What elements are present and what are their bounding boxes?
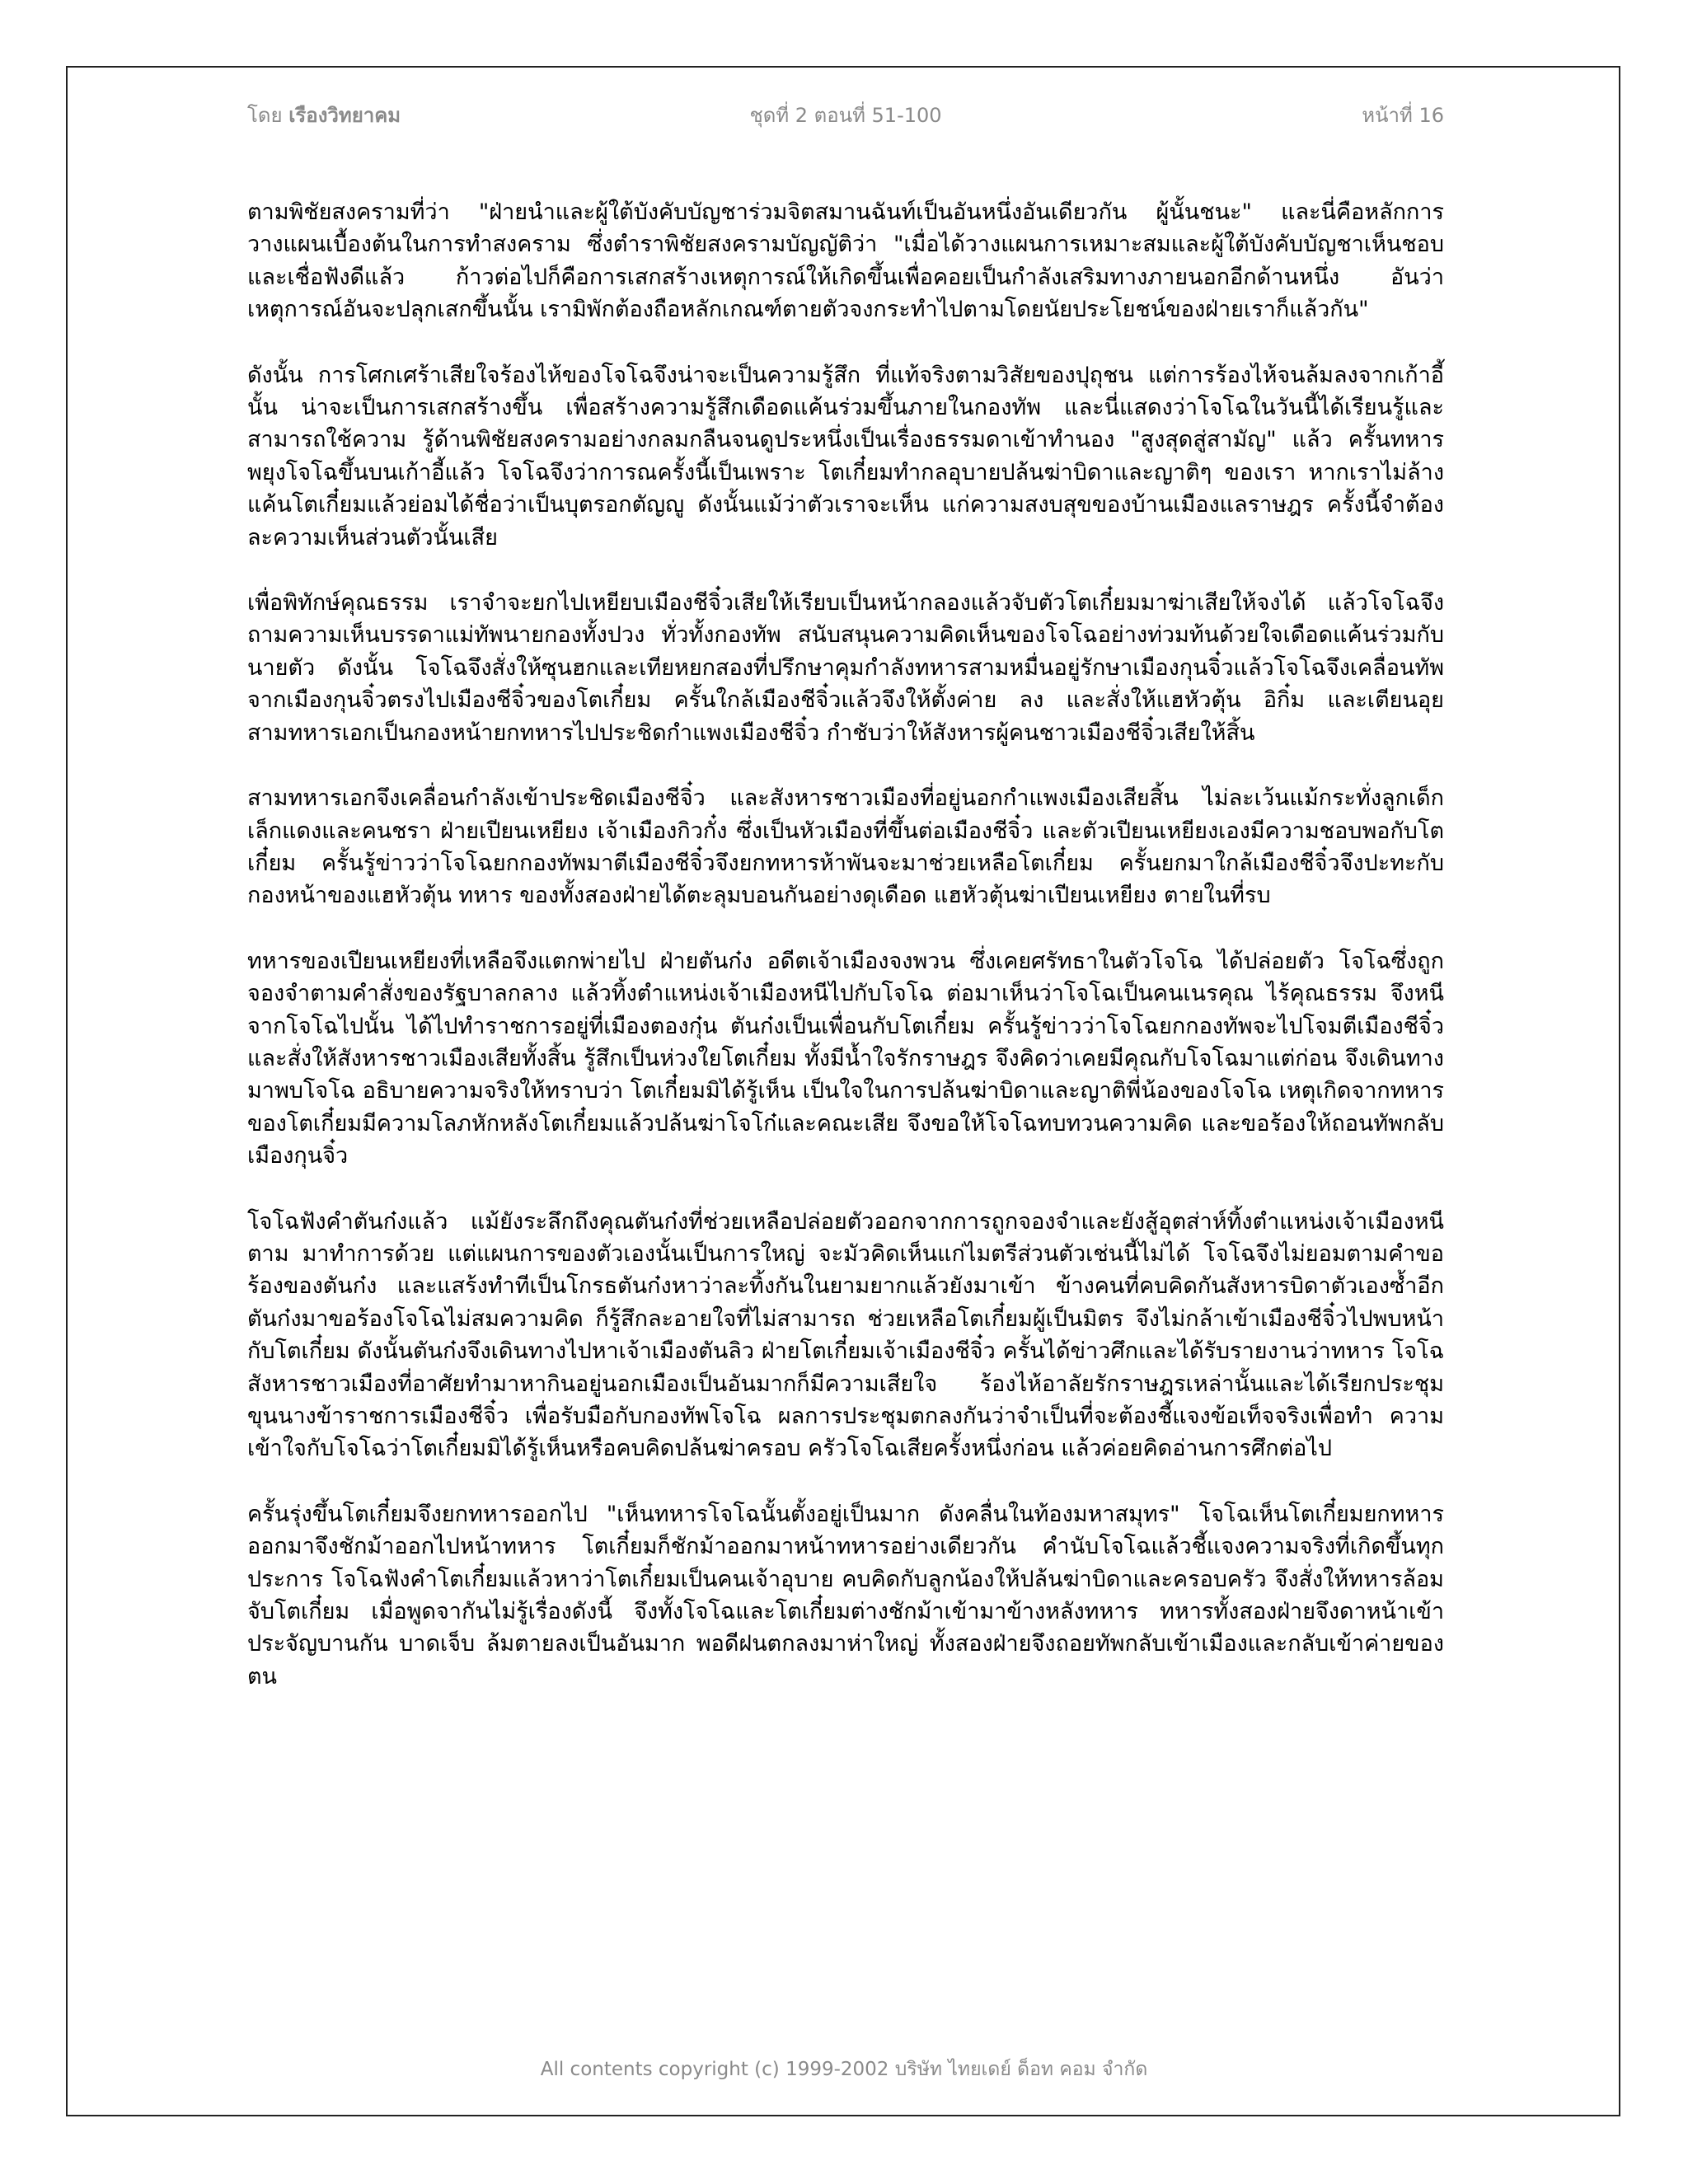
header-series: ชุดที่ 2 ตอนที่ 51-100 — [749, 104, 942, 127]
paragraph: ตามพิชัยสงครามที่ว่า "ฝ่ายนำและผู้ใต้บังคับบัญชาร่วมจิตสมานฉันท์เป็นอันหนึ่งอันเดียวกัน ผู้นั้นชนะ" และนี่คือหลักการวางแผนเบื้องต้นในการทำสงคราม ซึ่งตำราพิชัยสงครามบัญญัติว่า "เมื่อได้วางแผนการเหมาะสมและผู้ใต้บังคับบัญชาเห็นชอบและเชื่อฟังดีแล้ว ก้าวต่อไปก็คือการเสกสร้างเหตุการณ์ให้เกิดขึ้นเพื่อคอยเป็นกำลังเสริมทางภายนอกอีกด้านหนึ่ง อันว่าเหตุการณ์อันจะปลุกเสกขึ้นนั้น เรามิพักต้องถือหลักเกณฑ์ตายตัวจงกระทำไปตามโดยนัยประโยชน์ของฝ่ายเราก็แล้วกัน" — [247, 199, 1444, 323]
paragraph: เพื่อพิทักษ์คุณธรรม เราจำจะยกไปเหยียบเมืองชีจิ๋วเสียให้เรียบเป็นหน้ากลองแล้วจับตัวโตเกี๋ยมมาฆ่าเสียให้จงได้ แล้วโจโฉจึงถามความเห็นบรรดาแม่ทัพนายกองทั้งปวง ทั่วทั้งกองทัพ สนับสนุนความคิดเห็นของโจโฉอย่างท่วมท้นด้วยใจเดือดแค้นร่วมกับนายตัว ดังนั้น โจโฉจึงสั่งให้ซุนฮกและเทียหยกสองที่ปรึกษาคุมกำลังทหารสามหมื่นอยู่รักษาเมืองกุนจิ๋วแล้วโจโฉจึงเคลื่อนทัพจากเมืองกุนจิ๋วตรงไปเมืองชีจิ๋วของโตเกี๋ยม ครั้นใกล้เมืองชีจิ๋วแล้วจึงให้ตั้งค่าย ลง และสั่งให้แฮหัวตุ้น อิกิ๋ม และเตียนอุย สามทหารเอกเป็นกองหน้ายกทหารไปประชิดกำแพงเมืองชีจิ๋ว กำชับว่าให้สังหารผู้คนชาวเมืองชีจิ๋วเสียให้สิ้น — [247, 590, 1445, 746]
footer-copyright: All contents copyright (c) 1999-2002 บริษัท ไทยเดย์ ด็อท คอม จำกัด — [540, 2059, 1148, 2080]
paragraph: สามทหารเอกจึงเคลื่อนกำลังเข้าประชิดเมืองชีจิ๋ว และสังหารชาวเมืองที่อยู่นอกกำแพงเมืองเสียสิ้น ไม่ละเว้นแม้กระทั่งลูกเด็กเล็กแดงและคนชรา ฝ่ายเปียนเหยียง เจ้าเมืองกิวกั๋ง ซึ่งเป็นหัวเมืองที่ขึ้นต่อเมืองชีจิ๋ว และตัวเปียนเหยียงเองมีความชอบพอกับโตเกี๋ยม ครั้นรู้ข่าวว่าโจโฉยกกองทัพมาตีเมืองชีจิ๋วจึงยกทหารห้าพันจะมาช่วยเหลือโตเกี๋ยม ครั้นยกมาใกล้เมืองชีจิ๋วจึงปะทะกับกองหน้าของแฮหัวตุ้น ทหาร ของทั้งสองฝ่ายได้ตะลุมบอนกันอย่างดุเดือด แฮหัวตุ้นฆ่าเปียนเหยียง ตายในที่รบ — [247, 785, 1444, 909]
paragraph: ครั้นรุ่งขึ้นโตเกี๋ยมจึงยกทหารออกไป "เห็นทหารโจโฉนั้นตั้งอยู่เป็นมาก ดังคลื่นในท้องมหาสมุทร" โจโฉเห็นโตเกี๋ยมยกทหารออกมาจึงชักม้าออกไปหน้าทหาร โตเกี๋ยมก็ชักม้าออกมาหน้าทหารอย่างเดียวกัน คำนับโจโฉแล้วชี้แจงความจริงที่เกิดขึ้นทุกประการ โจโฉฟังคำโตเกี๋ยมแล้วหาว่าโตเกี๋ยมเป็นคนเจ้าอุบาย คบคิดกับลูกน้องให้ปล้นฆ่าบิดาและครอบครัว จึงสั่งให้ทหารล้อมจับโตเกี๋ยม เมื่อพูดจากันไม่รู้เรื่องดังนี้ จึงทั้งโจโฉและโตเกี๋ยมต่างชักม้าเข้ามาข้างหลังทหาร ทหารทั้งสองฝ่ายจึงดาหน้าเข้าประจัญบานกัน บาดเจ็บ ล้มตายลงเป็นอันมาก พอดีฝนตกลงมาห่าใหญ่ ทั้งสองฝ่ายจึงถอยทัพกลับเข้าเมืองและกลับเข้าค่ายของตน — [247, 1501, 1444, 1690]
author-name: เรืองวิทยาคม — [288, 104, 401, 127]
paragraph: โจโฉฟังคำตันก๋งแล้ว แม้ยังระลึกถึงคุณตันก๋งที่ช่วยเหลือปล่อยตัวออกจากการถูกจองจำและยังสู้อุตส่าห์ทิ้งตำแหน่งเจ้าเมืองหนีตาม มาทำการด้วย แต่แผนการของตัวเองนั้นเป็นการใหญ่ จะมัวคิดเห็นแก่ไมตรีส่วนตัวเช่นนี้ไม่ได้ โจโฉจึงไม่ยอมตามคำขอร้องของตันก๋ง และแสร้งทำทีเป็นโกรธตันก๋งหาว่าละทิ้งกันในยามยากแล้วยังมาเข้า ข้างคนที่คบคิดกันสังหารบิดาตัวเองซ้ำอีก ตันก๋งมาขอร้องโจโฉไม่สมความคิด ก็รู้สึกละอายใจที่ไม่สามารถ ช่วยเหลือโตเกี๋ยมผู้เป็นมิตร จึงไม่กล้าเข้าเมืองชีจิ๋วไปพบหน้ากับโตเกี๋ยม ดังนั้นตันก๋งจึงเดินทางไปหาเจ้าเมืองตันลิว ฝ่ายโตเกี๋ยมเจ้าเมืองชีจิ๋ว ครั้นได้ข่าวศึกและได้รับรายงานว่าทหาร โจโฉสังหารชาวเมืองที่อาศัยทำมาหากินอยู่นอกเมืองเป็นอันมากก็มีความเสียใจ ร้องไห้อาลัยรักราษฎรเหล่านั้นและได้เรียกประชุมขุนนางข้าราชการเมืองชีจิ๋ว เพื่อรับมือกับกองทัพโจโฉ ผลการประชุมตกลงกันว่าจำเป็นที่จะต้องชี้แจงข้อเท็จจริงเพื่อทำ ความเข้าใจกับโจโฉว่าโตเกี๋ยมมิได้รู้เห็นหรือคบคิดปล้นฆ่าครอบ ครัวโจโฉเสียครั้งหนึ่งก่อน แล้วค่อยคิดอ่านการศึกต่อไป — [247, 1208, 1444, 1462]
author-prefix: โดย — [247, 104, 283, 127]
paragraph: ทหารของเปียนเหยียงที่เหลือจึงแตกพ่ายไป ฝ่ายตันก๋ง อดีตเจ้าเมืองจงพวน ซึ่งเคยศรัทธาในตัวโจโฉ ได้ปล่อยตัว โจโฉซึ่งถูกจองจำตามคำสั่งของรัฐบาลกลาง แล้วทิ้งตำแหน่งเจ้าเมืองหนีไปกับโจโฉ ต่อมาเห็นว่าโจโฉเป็นคนเนรคุณ ไร้คุณธรรม จึงหนีจากโจโฉไปนั้น ได้ไปทำราชการอยู่ที่เมืองตองกุ๋น ตันก๋งเป็นเพื่อนกับโตเกี๋ยม ครั้นรู้ข่าวว่าโจโฉยกกองทัพจะไปโจมตีเมืองชีจิ๋วและสั่งให้สังหารชาวเมืองเสียทั้งสิ้น รู้สึกเป็นห่วงใยโตเกี๋ยม ทั้งมีน้ำใจรักราษฎร จึงคิดว่าเคยมีคุณกับโจโฉมาแต่ก่อน จึงเดินทางมาพบโจโฉ อธิบายความจริงให้ทราบว่า โตเกี๋ยมมิได้รู้เห็น เป็นใจในการปล้นฆ่าบิดาและญาติพี่น้องของโจโฉ เหตุเกิดจากทหาร ของโตเกี๋ยมมีความโลภหักหลังโตเกี๋ยมแล้วปล้นฆ่าโจโก๋และคณะเสีย จึงขอให้โจโฉทบทวนความคิด และขอร้องให้ถอนทัพกลับเมืองกุนจิ๋ว — [247, 948, 1444, 1169]
page-header — [247, 99, 1444, 132]
paragraph: ดังนั้น การโศกเศร้าเสียใจร้องไห้ของโจโฉจึงน่าจะเป็นความรู้สึก ที่แท้จริงตามวิสัยของปุถุชน แต่การร้องไห้จนล้มลงจากเก้าอี้นั้น น่าจะเป็นการเสกสร้างขึ้น เพื่อสร้างความรู้สึกเดือดแค้นร่วมขึ้นภายในกองทัพ และนี่แสดงว่าโจโฉในวันนี้ได้เรียนรู้และสามารถใช้ความ รู้ด้านพิชัยสงครามอย่างกลมกลืนจนดูประหนึ่งเป็นเรื่องธรรมดาเข้าทำนอง "สูงสุดสู่สามัญ" แล้ว ครั้นทหารพยุงโจโฉขึ้นบนเก้าอี้แล้ว โจโฉจึงว่าการณครั้งนี้เป็นเพราะ โตเกี๋ยมทำกลอุบายปล้นฆ่าบิดาและญาติๆ ของเรา หากเราไม่ล้างแค้นโตเกี๋ยมแล้วย่อมได้ชื่อว่าเป็นบุตรอกตัญญู ดังนั้นแม้ว่าตัวเราจะเห็น แก่ความสงบสุขของบ้านเมืองแลราษฎร ครั้งนี้จำต้องละความเห็นส่วนตัวนั้นเสีย — [247, 362, 1444, 551]
header-page-number: หน้าที่ 16 — [1362, 104, 1444, 127]
article-body — [247, 196, 1444, 1726]
